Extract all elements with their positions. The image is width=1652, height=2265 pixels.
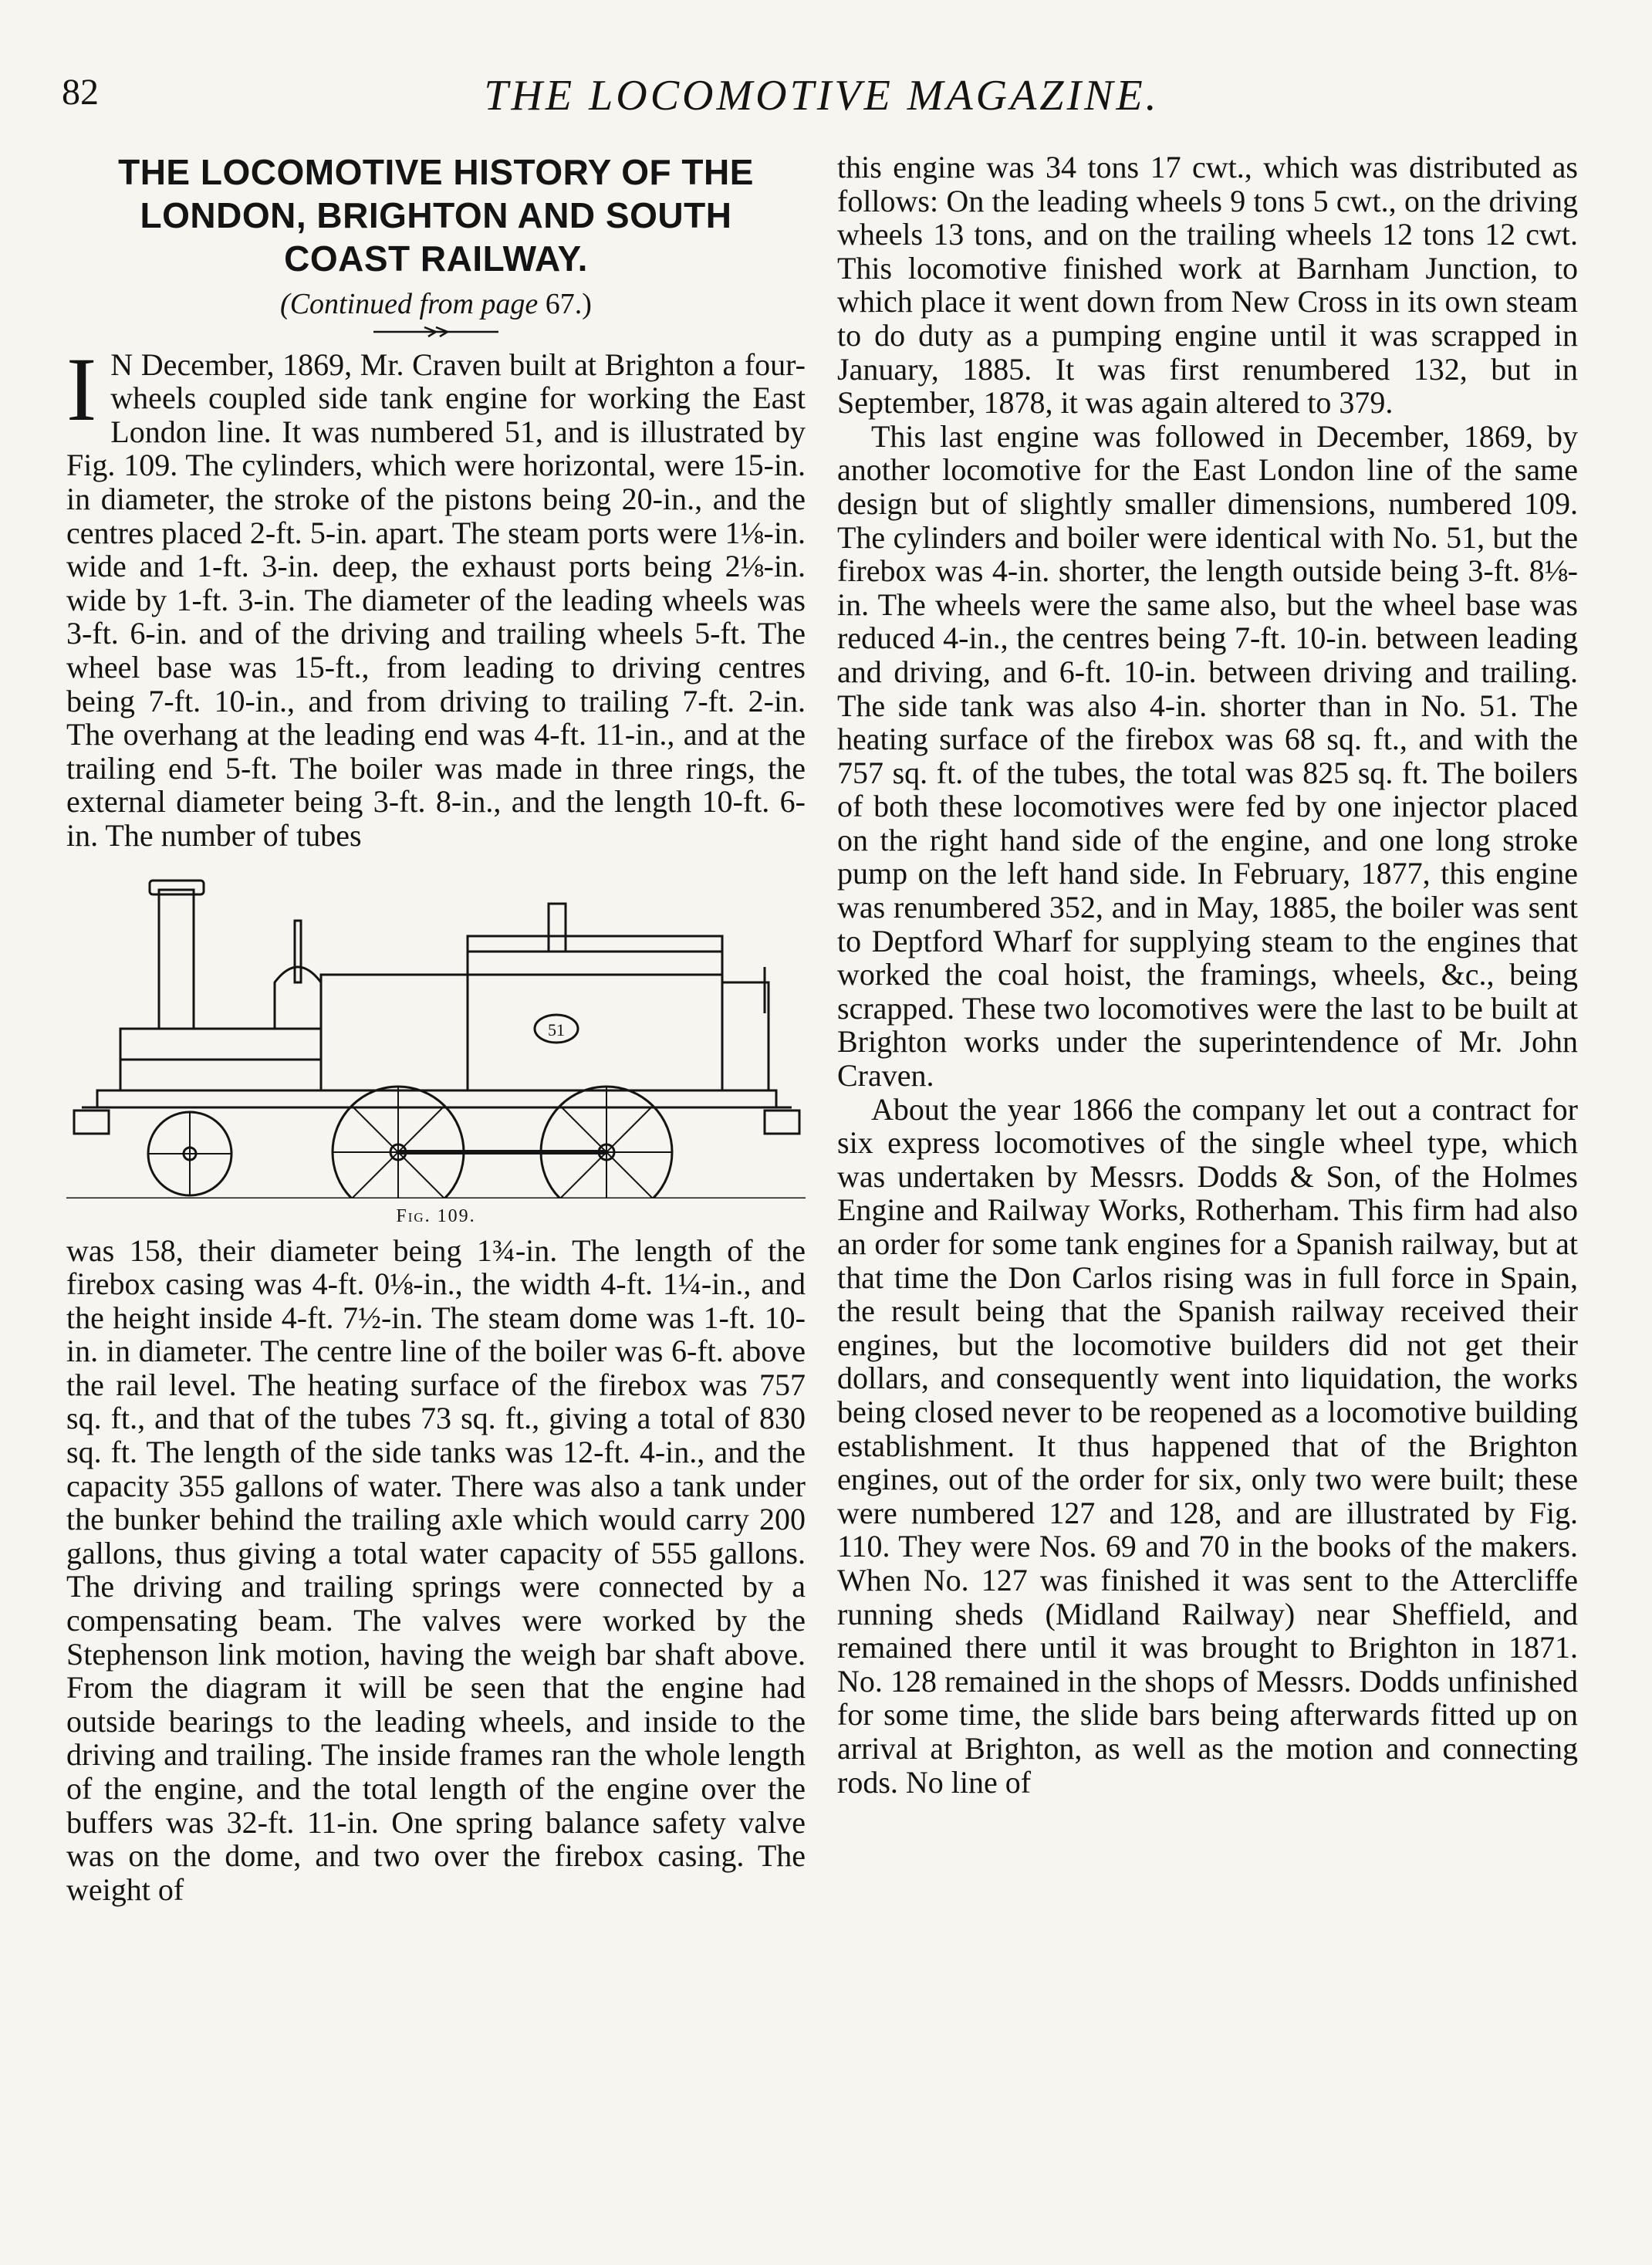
paragraph-1-continued: was 158, their diameter being 1¾-in. The length of the firebox casing was 4-ft. 0⅛-in., the width 4-ft. 1¼-in., and the height inside 4-ft. 7½-in. The steam dome was 1-ft. 10-in. in diameter. The centre line of the boiler was 6-ft. above the rail level. The heating surface of the firebox was 757 sq. ft., and that of the tubes 73 sq. ft., giving a total of 830 sq. ft. The length of the side tanks was 12-ft. 4-in., and the capacity 355 gallons of water. There was also a tank under the bunker behind the trailing axle which would carry 200 gallons, thus giving a total water capacity of 555 gallons. The driving and trailing springs were connected by a compensating beam. The valves were worked by the Stephenson link motion, having the weigh bar shaft above. From the diagram it will be seen that the engine had outside bearings to the leading wheels, and inside to the driving and trailing. The inside frames ran the whole length of the engine, and the total length of the engine over the buffers was 32-ft. 11-in. One spring balance safety valve was on the dome, and two over the firebox casing. The weight of (66, 1232, 806, 1907)
paragraph-3: About the year 1866 the company let out a contract for six express locomotives of the single wheel type, which was undertaken by Messrs. Dodds & Son, of the Holmes Engine and Railway Works, Rotherham. This firm had also an order for some tank engines for a Spanish railway, but at that time the Don Carlos rising was in full force in Spain, the result being that the Spanish railway received their engines, but the locomotive builders did not get their dollars, and consequently went into liquidation, the works being closed never to be reopened as a locomotive building establishment. It thus happened that of the Brighton engines, out of the order for six, only two were built; these were numbered 127 and 128, and are illustrated by Fig. 110. They were Nos. 69 and 70 in the books of the makers. When No. 127 was finished it was sent to the Attercliffe running sheds (Midland Railway) near Sheffield, and remained there until it was brought to Brighton in 1871. No. 128 remained in the shops of Messrs. Dodds unfinished for some time, the slide bars being afterwards fitted up on arrival at Brighton, as well as the motion and connecting rods. No line of (837, 1091, 1578, 1800)
page-number: 82 (62, 72, 99, 113)
paragraph-2: This last engine was followed in December, 1869, by another locomotive for the East London line of the same design but of slightly smaller dimensions, numbered 109. The cylinders and boiler were identical with No. 51, but the firebox was 4-in. shorter, the length outside being 3-ft. 8⅛-in. The wheels were the same also, but the wheel base was reduced 4-in., the centres being 7-ft. 10-in. between leading and driving, and 6-ft. 10-in. between driving and trailing. The side tank was also 4-in. shorter than in No. 51. The heating surface of the firebox was 68 sq. ft., and with the 757 sq. ft. of the tubes, the total was 825 sq. ft. The boilers of both these locomotives were fed by one injector placed on the right hand side of the engine, and one long stroke pump on the left hand side. In February, 1877, this engine was renumbered 352, and in May, 1885, the boiler was sent to Deptford Wharf for supplying steam to the engines that worked the coal hoist, the framings, wheels, &c., being scrapped. These two locomotives were the last to be built at Brighton works under the superintendence of Mr. John Craven. (837, 418, 1578, 1094)
continued-page: 67.) (545, 288, 592, 320)
magazine-title: THE LOCOMOTIVE MAGAZINE. (484, 72, 1160, 120)
paragraph-1-text: N December, 1869, Mr. Craven built at Brighton a four-wheels coupled side tank engine for working the East London line. It was numbered 51, and is illustrated by Fig. 109. The cylinders, which were horizontal, were 15-in. in diameter, the stroke of the pistons being 20-in., and the centres placed 2-ft. 5-in. apart. The steam ports were 1⅛-in. wide and 1-ft. 3-in. deep, the exhaust ports being 2⅛-in. wide by 1-ft. 3-in. The diameter of the leading wheels was 3-ft. 6-in. and of the driving and trailing wheels 5-ft. The wheel base was 15-ft., from leading to driving centres being 7-ft. 10-in., and from driving to trailing 7-ft. 2-in. The overhang at the leading end was 4-ft. 11-in., and at the trailing end 5-ft. The boiler was made in three rings, the external diameter being 3-ft. 8-in., and the length 10-ft. 6-in. The number of tubes (66, 347, 806, 853)
figure-109 (66, 867, 806, 1229)
right-column (837, 150, 1578, 1799)
paragraph-1-conclusion: this engine was 34 tons 17 cwt., which was distributed as follows: On the leading wheels 9 tons 5 cwt., on the driving wheels 13 tons, and on the trailing wheels 12 tons 12 cwt. This locomotive finished work at Barnham Junction, to which place it went down from New Cross in its own steam to do duty as a pumping engine until it was scrapped in January, 1885. It was first renumbered 132, but in September, 1878, it was again altered to 379. (837, 150, 1578, 421)
running-head (62, 71, 1582, 125)
number-plate: 51 (548, 1019, 565, 1040)
locomotive-drawing (66, 867, 806, 1198)
article-title: THE LOCOMOTIVE HISTORY OF THE LONDON, BRIGHTON AND SOUTH COAST RAILWAY. (118, 152, 754, 279)
continued-prefix: (Continued from page (280, 288, 539, 320)
continued-note (66, 288, 806, 322)
left-column (66, 150, 806, 1906)
paragraph-1 (66, 338, 806, 853)
drop-cap: I (66, 338, 97, 440)
figure-caption: Fig. 109. (396, 1205, 476, 1226)
ornament-divider (370, 323, 502, 340)
